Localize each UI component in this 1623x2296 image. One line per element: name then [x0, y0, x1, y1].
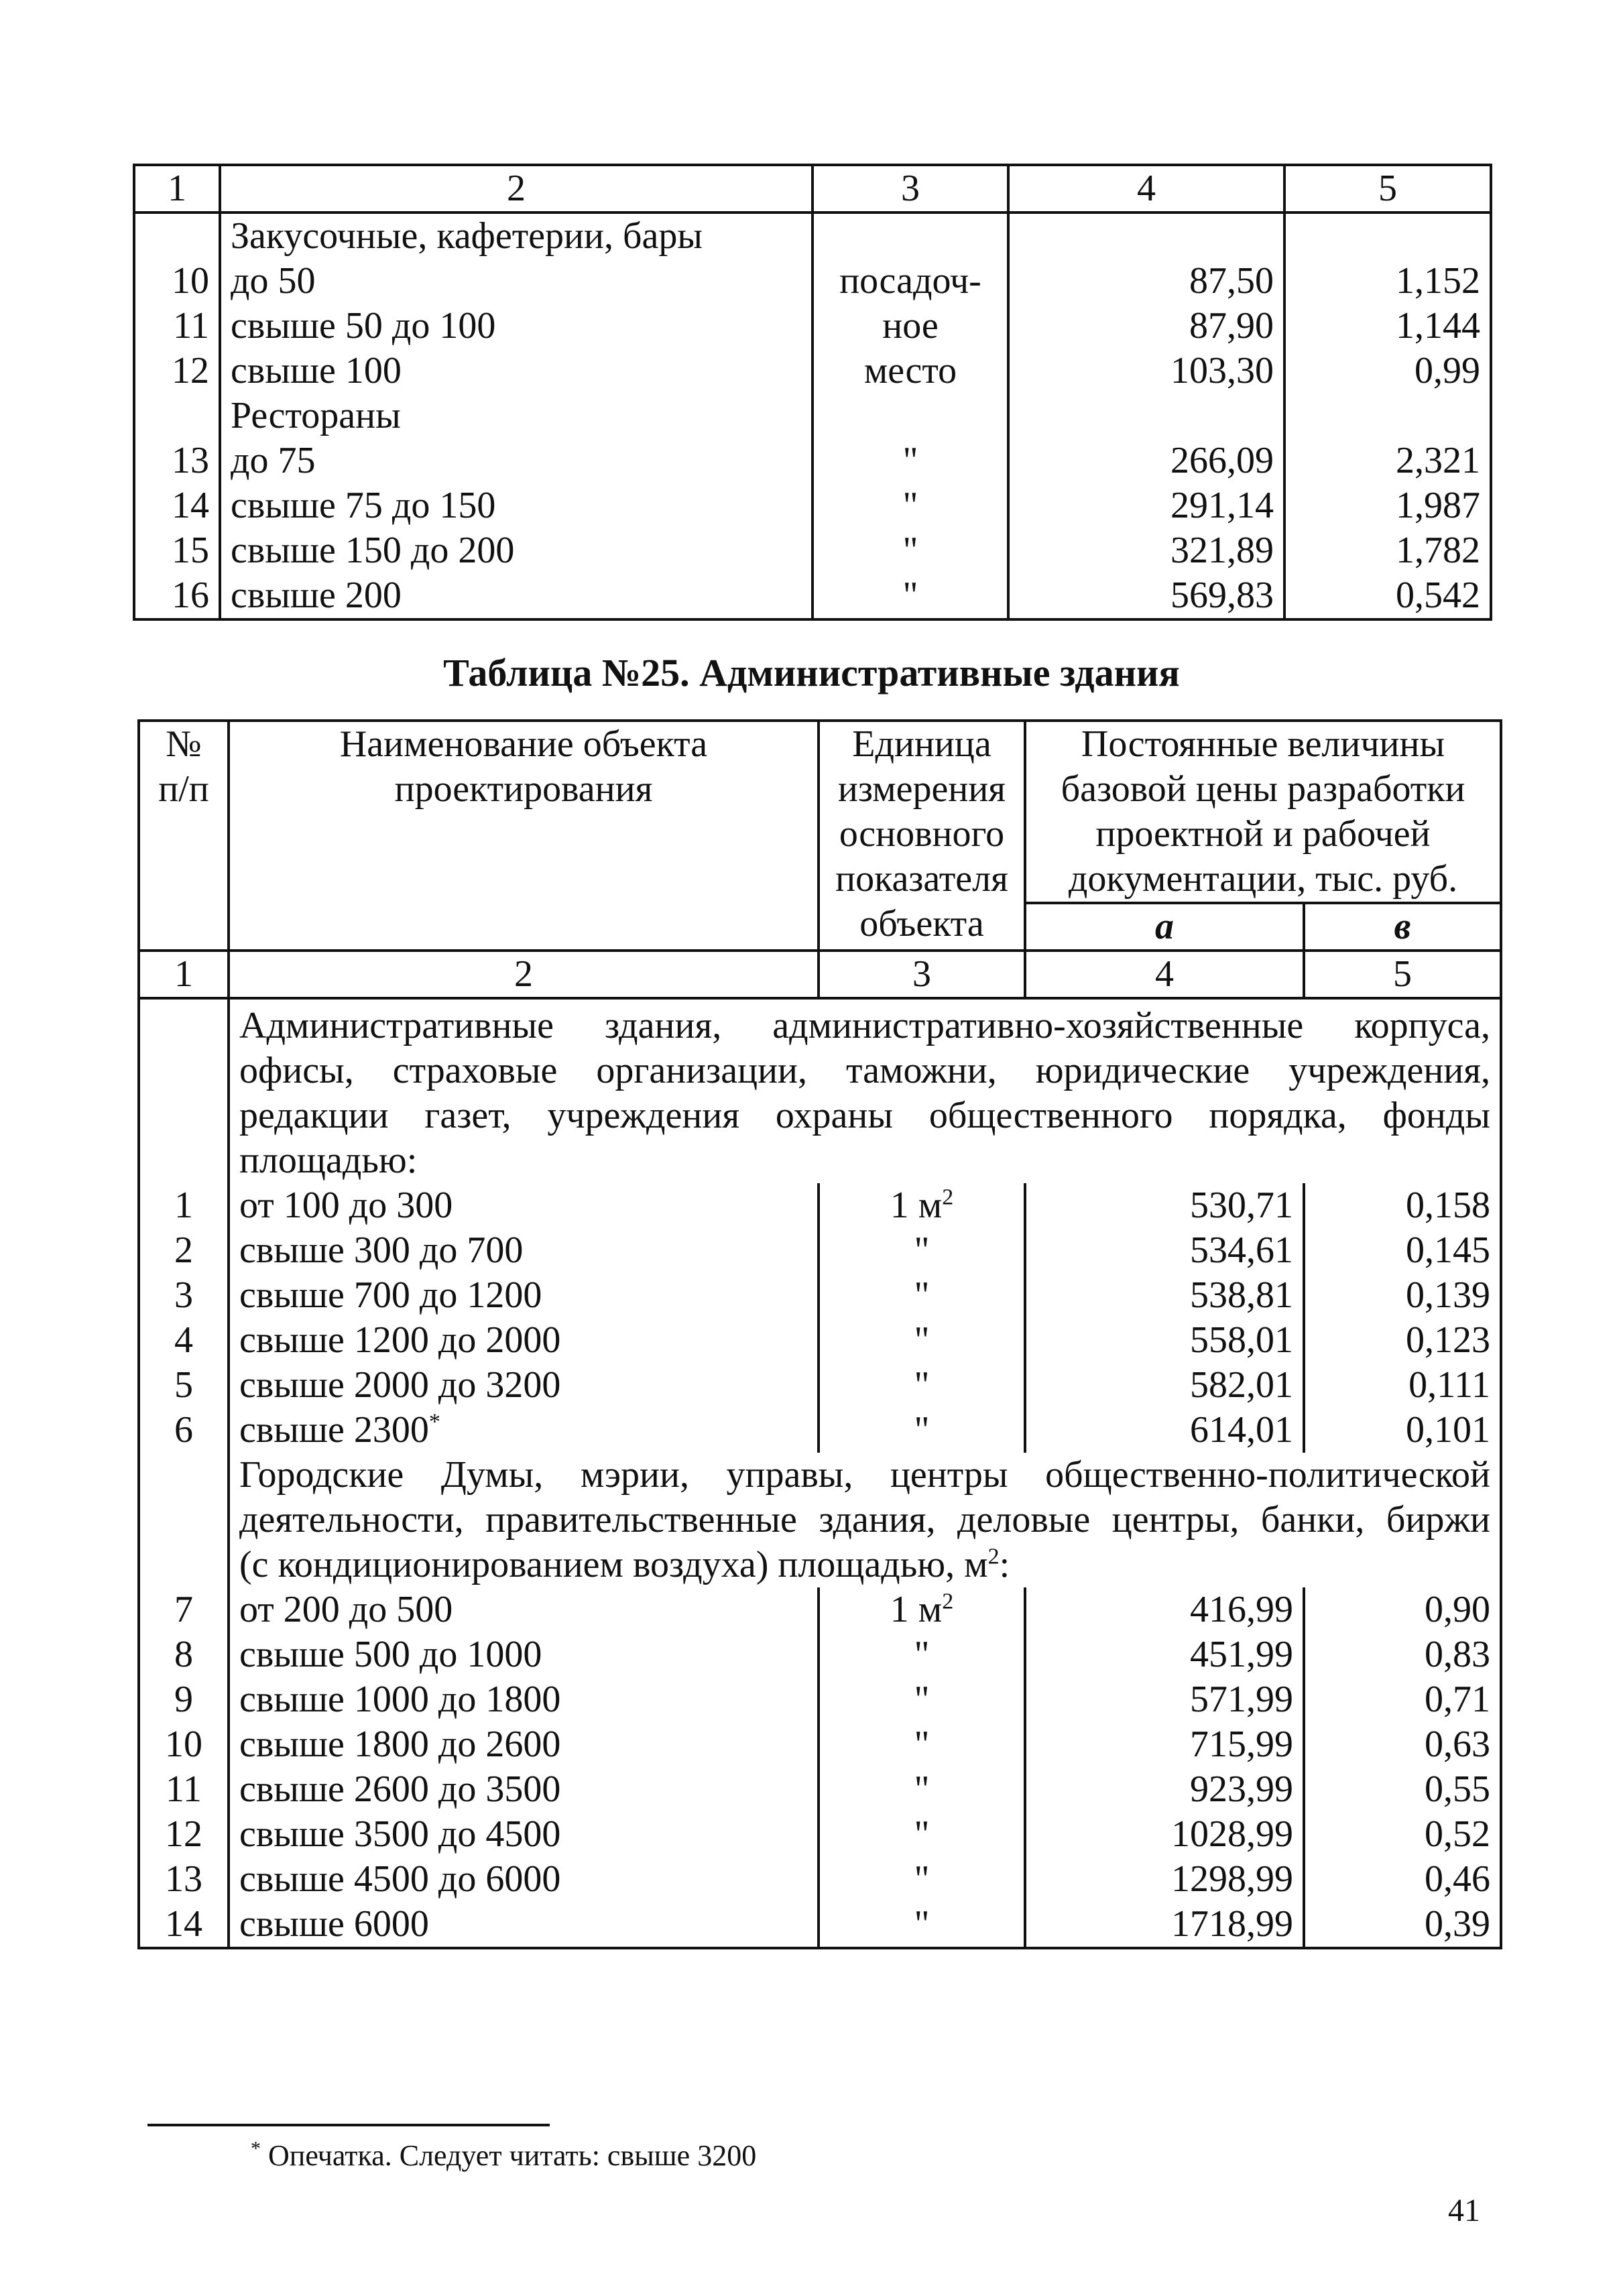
col-number: 5 [1284, 165, 1491, 213]
table-caption: Таблица №25. Административные здания [443, 651, 1180, 694]
row-units: 1 $м^2$ " " " " " " " [819, 1587, 1025, 1948]
row-units: посадоч- ное место " " " " [813, 213, 1008, 619]
row-numbers: 1 2 3 4 5 6 [139, 1183, 229, 1453]
group-title: Закусочные, кафетерии, бары [231, 215, 703, 257]
table-header [139, 721, 1501, 903]
row-values-b: 0,90 0,83 0,71 0,63 0,55 0,52 0,46 0,39 [1304, 1587, 1501, 1948]
header-unit: Единица измерения основного показателя объекта [819, 721, 1025, 951]
group-title-row [139, 998, 1501, 1183]
col-number: 3 [819, 951, 1025, 998]
header-number: № п/п [139, 721, 229, 951]
row-values-b: 1,152 1,144 0,99 2,321 1,987 1,782 0,542 [1284, 213, 1491, 619]
col-number: 5 [1304, 951, 1501, 998]
group-title: Рестораны [231, 395, 401, 436]
footnote [251, 2138, 756, 2173]
row-numbers: 7 8 9 10 11 12 13 14 [139, 1587, 229, 1948]
col-number: 3 [813, 165, 1008, 213]
row-names: от 200 до 500 свыше 500 до 1000 свыше 1000 до 1800 свыше 1800 до 2600 свыше 2600 до 3500 свыше 3500 до 4500 свыше 4500 до 6000 свыше 6000 [229, 1587, 819, 1948]
col-number: 1 [139, 951, 229, 998]
header-name: Наименование объекта проектирования [229, 721, 819, 951]
group-title: Административные здания, административно-хозяйственные корпуса, офисы, страховые организации, таможни, юридические учреждения, редакции газет, учреждения охраны общественного порядка, фонды площадью: [229, 998, 1501, 1183]
col-number: 2 [220, 165, 813, 213]
column-numbers-row [134, 165, 1491, 213]
row-names: от 100 до 300 свыше 300 до 700 свыше 700 до 1200 свыше 1200 до 2000 свыше 2000 до 3200 свыше 2300* [229, 1183, 819, 1453]
subheader-b: в [1304, 903, 1501, 951]
footnote-mark: * [251, 2137, 261, 2160]
row-values-a: 416,99 451,99 571,99 715,99 923,99 1028,99 1298,99 1718,99 [1025, 1587, 1304, 1948]
group-rows [139, 1587, 1501, 1948]
group-rows [139, 1183, 1501, 1453]
column-numbers-row [139, 951, 1501, 998]
row-values-b: 0,158 0,145 0,139 0,123 0,111 0,101 [1304, 1183, 1501, 1453]
row-values-a: 530,71 534,61 538,81 558,01 582,01 614,01 [1025, 1183, 1304, 1453]
page-number: 41 [1448, 2193, 1480, 2228]
table-continued [133, 164, 1492, 621]
group-title: Городские Думы, мэрии, управы, центры общественно-политической деятельности, правительственные здания, деловые центры, банки, биржи (с кондиционированием воздуха) площадью, $м^2$: [229, 1453, 1501, 1587]
table-25 [137, 719, 1502, 1949]
subheader-a: а [1025, 903, 1304, 951]
footnote-text: Опечатка. Следует читать: свыше 3200 [268, 2139, 757, 2172]
col-number: 2 [229, 951, 819, 998]
footnote-divider [147, 2124, 550, 2126]
col-number: 1 [134, 165, 220, 213]
row-numbers: 10 11 12 13 14 15 16 [134, 213, 220, 619]
group-title-row [139, 1453, 1501, 1587]
header-constants: Постоянные величины базовой цены разработки проектной и рабочей документации, тыс. руб. [1025, 721, 1501, 903]
row-units: 1 $м^2$ " " " " " [819, 1183, 1025, 1453]
col-number: 4 [1025, 951, 1304, 998]
col-number: 4 [1008, 165, 1284, 213]
row-names: Закусочные, кафетерии, бары до 50 свыше 50 до 100 свыше 100 Рестораны до 75 свыше 75 до 150 свыше 150 до 200 свыше 200 [220, 213, 813, 619]
table-body [134, 213, 1491, 619]
row-values-a: 87,50 87,90 103,30 266,09 291,14 321,89 569,83 [1008, 213, 1284, 619]
